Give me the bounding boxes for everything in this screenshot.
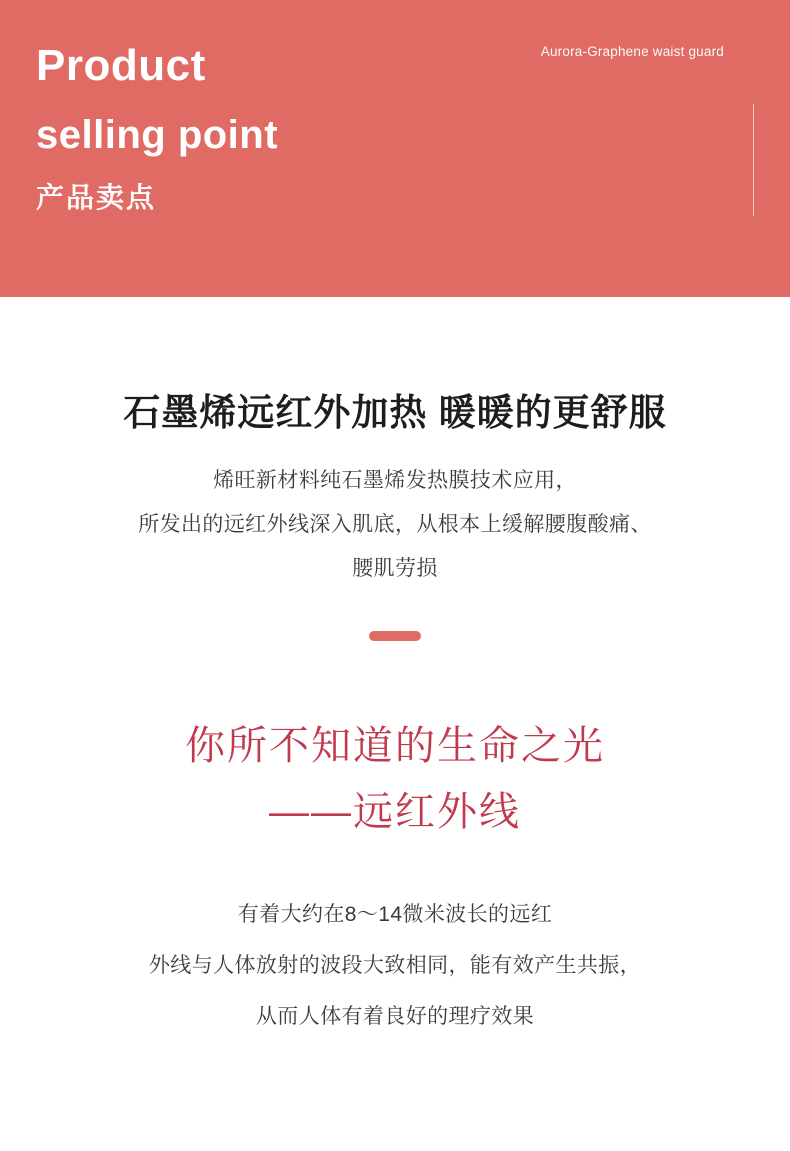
hero-title-group [36,30,278,224]
section-two-body-line: 有着大约在8～14微米波长的远红 [237,903,553,926]
section-two-heading-line2: ——远红外线 [269,790,521,834]
section-one-body-line: 腰肌劳损 [352,557,438,580]
pill-divider-icon [369,631,421,641]
hero-vertical-divider [753,104,754,216]
section-far-infrared [0,641,790,1042]
section-one-body-line: 所发出的远红外线深入肌底，从根本上缓解腰腹酸痛、 [138,513,652,536]
section-two-heading-line1: 你所不知道的生命之光 [185,724,605,768]
hero-title-line1: Product [36,41,206,90]
product-name-label: Aurora-Graphene waist guard [540,44,724,59]
section-divider [0,631,790,641]
section-two-body-line: 外线与人体放射的波段大致相同，能有效产生共振， [148,954,642,977]
hero-banner [0,0,790,297]
hero-title-chinese: 产品卖点 [36,182,157,213]
section-two-body-line: 从而人体有着良好的理疗效果 [255,1005,535,1028]
section-one-body [0,459,790,591]
section-two-body [0,889,790,1042]
hero-title-line2: selling point [36,113,279,157]
section-one-body-line: 烯旺新材料纯石墨烯发热膜技术应用， [213,469,577,492]
section-graphene-heating [0,297,790,641]
section-one-heading: 石墨烯远红外加热 暖暖的更舒服 [123,392,667,433]
